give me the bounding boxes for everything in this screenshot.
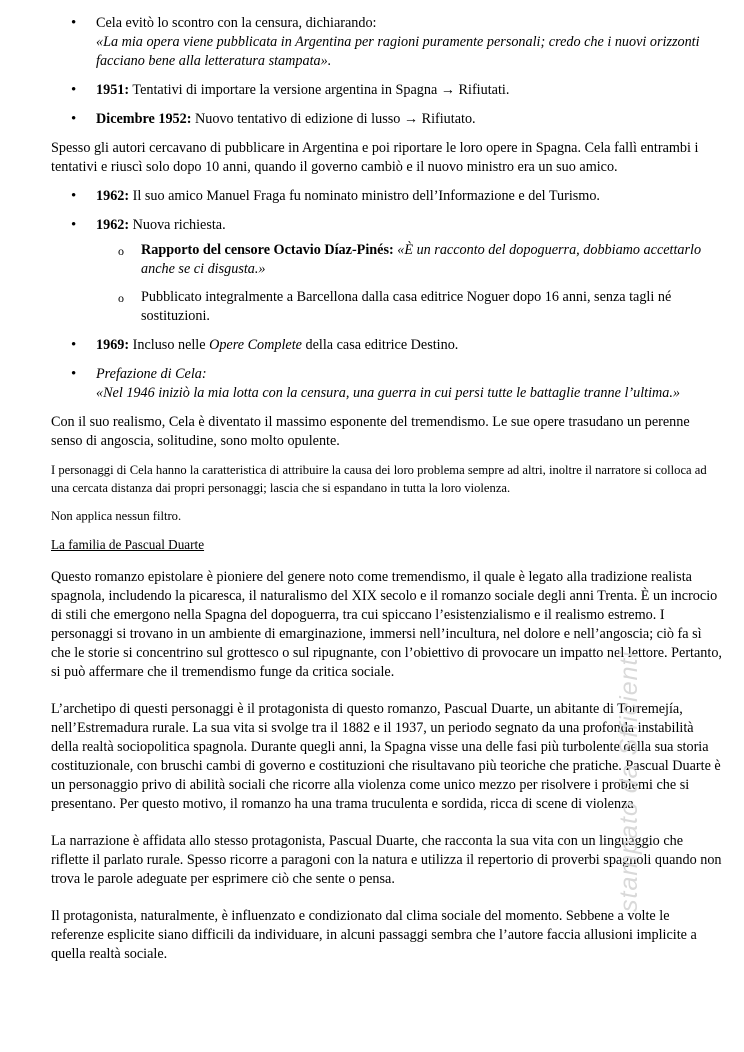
body-paragraph: Questo romanzo epistolare è pioniere del genere noto come tremendismo, il quale è legato alla tradizione realista spagnola, includendo la picaresca, il naturalismo del XIX secolo e il romanzo sociale degli anni Trenta. È un incrocio di stili che emergono nella Spagna del dopoguerra, tra cui spiccano l’esistenzialismo e il realismo estremo. I personaggi si trovano in un ambiente di emarginazione, immersi nell’incultura, nel dolore e nell’angoscia; ciò fa sì che le storie si concentrino sul grottesco o sul ripugnante, con l’obiettivo di provocare un impatto nel lettore. Pertanto, si può affermare che il tremendismo funge da critica sociale.	[51, 569, 722, 680]
list-item-text: Nuovo tentativo di edizione di lusso → Rifiutato.	[191, 111, 476, 127]
list-item-text: Pubblicato integralmente a Barcellona dalla casa editrice Noguer dopo 16 anni, senza tagli né sostituzioni.	[141, 289, 672, 324]
censorship-list	[51, 14, 723, 129]
sub-list-item	[96, 288, 723, 326]
paragraph: I personaggi di Cela hanno la caratteristica di attribuire la causa dei loro problema sempre ad altri, inoltre il narratore si colloca ad una cercata distanza dai propri personaggi; lascia che si espandano in tutta la loro violenza.	[51, 463, 707, 495]
year-label: Dicembre 1952:	[96, 111, 192, 127]
paragraph: Non applica nessun filtro.	[51, 509, 182, 523]
list-item	[51, 81, 723, 100]
list-item	[51, 336, 723, 355]
preface-quote: «Nel 1946 iniziò la mia lotta con la censura, una guerra in cui persi tutte le battaglie tranne l’ultima.»	[96, 385, 681, 401]
body-paragraph: L’archetipo di questi personaggi è il protagonista di questo romanzo, Pascual Duarte, un abitante di Torremejía, nell’Estremadura rurale. La sua vita si svolge tra il 1882 e il 1937, un periodo segnato da una profonda instabilità della realtà sociopolitica spagnola. Durante quegli anni, la Spagna visse una delle fasi più turbolente della sua storia costituzionale, con bruschi cambi di governo e costituzioni che risultavano più teoriche che pratiche. Pascual Duarte è un personaggio privo di abilità sociali che ricorre alla violenza come unico mezzo per risolvere i problemi che si presentano. Per questo motivo, il romanzo ha una trama truculenta e sordida, ricca di scene di violenza.	[51, 701, 721, 812]
list-item	[51, 365, 723, 403]
list-item-text: Tentativi di importare la versione argentina in Spagna → Rifiutati.	[129, 82, 510, 98]
cela-quote: «La mia opera viene pubblicata in Argentina per ragioni puramente personali; credo che i nuovi orizzonti facciano bene alla letteratura stampata».	[96, 34, 700, 69]
list-item	[51, 216, 723, 326]
list-item	[51, 14, 723, 71]
year-label: 1969:	[96, 337, 130, 353]
list-item	[51, 187, 723, 206]
body-paragraph: Il protagonista, naturalmente, è influenzato e condizionato dal clima sociale del momento. Sebbene a volte le referenze esplicite siano difficili da individuare, in alcuni passaggi sembra che l’autore faccia allusioni implicite a quella realtà sociale.	[51, 908, 697, 962]
sub-list-item	[96, 241, 723, 279]
work-title: Opere Complete	[209, 337, 302, 353]
list-item-text: Il suo amico Manuel Fraga fu nominato ministro dell’Informazione e del Turismo.	[129, 188, 600, 204]
censor-report-label: Rapporto del censore Octavio Díaz-Pinés:	[141, 242, 394, 258]
watermark: stampato da Sfficienti	[615, 650, 643, 912]
list-item-text: Nuova richiesta.	[129, 217, 226, 233]
censor-quote: «È un racconto del dopoguerra, dobbiamo accettarlo anche se ci disgusta.»	[141, 242, 702, 277]
year-label: 1962:	[96, 188, 130, 204]
list-item-text: Incluso nelle	[129, 337, 210, 353]
year-label: 1951:	[96, 82, 130, 98]
section-title: La familia de Pascual Duarte	[51, 537, 205, 552]
year-label: 1962:	[96, 217, 130, 233]
list-item	[51, 110, 723, 129]
sub-list	[96, 241, 723, 326]
list-item-text: della casa editrice Destino.	[301, 337, 459, 353]
preface-label: Prefazione di Cela:	[96, 366, 207, 382]
body-paragraph: La narrazione è affidata allo stesso protagonista, Pascual Duarte, che racconta la sua vita con un linguaggio che riflette il parlato rurale. Spesso ricorre a paragoni con la natura e utilizza il repertorio di proverbi spagnoli quando non trova le parole adeguate per esprimere ciò che sente o pensa.	[51, 833, 722, 887]
publication-list	[51, 187, 723, 403]
list-item-text: Cela evitò lo scontro con la censura, dichiarando:	[96, 15, 377, 31]
paragraph: Spesso gli autori cercavano di pubblicare in Argentina e poi riportare le loro opere in Spagna. Cela fallì entrambi i tentativi e riuscì solo dopo 10 anni, quando il governo cambiò e il nuovo ministro era un suo amico.	[51, 140, 699, 175]
paragraph: Con il suo realismo, Cela è diventato il massimo esponente del tremendismo. Le sue opere trasudano un perenne senso di angoscia, solitudine, sono molto opulente.	[51, 414, 690, 449]
